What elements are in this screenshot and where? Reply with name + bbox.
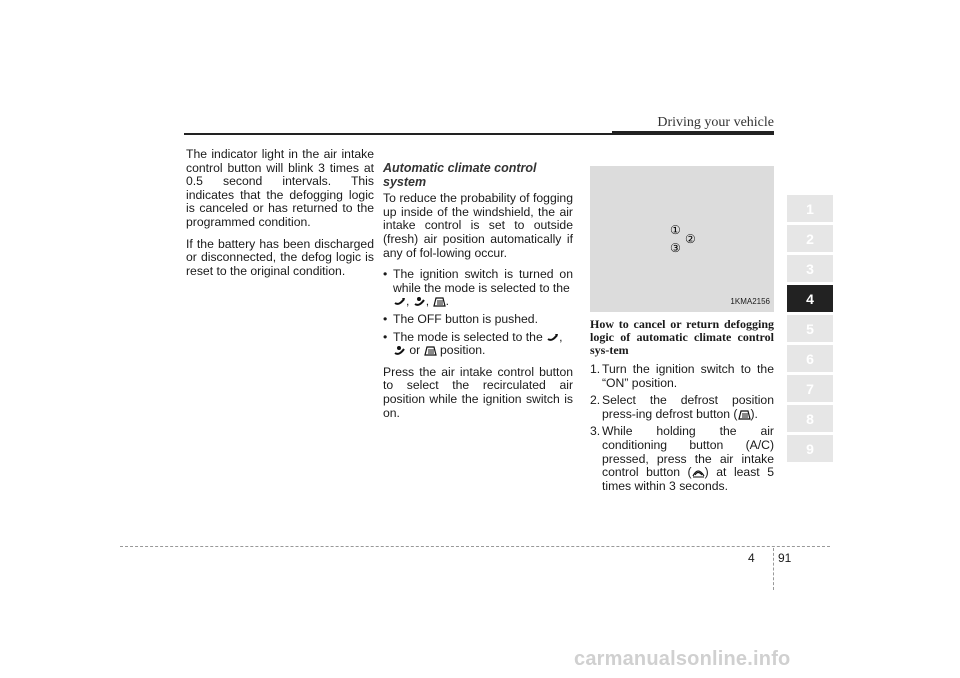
step-number: 2. bbox=[590, 393, 601, 408]
section-title: Automatic climate control system bbox=[383, 161, 537, 189]
list-item: • The OFF button is pushed. bbox=[383, 313, 573, 327]
or-text: or bbox=[409, 343, 421, 358]
recirculation-icon bbox=[692, 467, 705, 478]
bullet-text: The ignition switch is turned on while the mode is selected to the bbox=[393, 267, 573, 295]
step-number: 1. bbox=[590, 362, 601, 376]
defrost-icon bbox=[433, 296, 446, 307]
column-3 bbox=[590, 148, 774, 497]
floor-mode-icon bbox=[393, 296, 406, 307]
list-item bbox=[383, 268, 573, 309]
bullet-text: position. bbox=[440, 343, 486, 358]
steps-list bbox=[590, 363, 774, 493]
conditions-list bbox=[383, 268, 573, 358]
chapter-tab-1[interactable]: 1 bbox=[787, 195, 833, 222]
step-text: ). bbox=[750, 406, 758, 421]
chapter-tab-2[interactable]: 2 bbox=[787, 225, 833, 252]
page-chapter-number: 4 bbox=[748, 551, 755, 565]
control-panel-figure bbox=[590, 166, 774, 312]
floor-mode-icon bbox=[546, 332, 559, 343]
list-item bbox=[590, 363, 774, 390]
step-text: Select the defrost position press-ing defrost button ( bbox=[602, 393, 774, 421]
footer-divider bbox=[773, 548, 774, 590]
paragraph-indicator: The indicator light in the air intake control button will blink 3 times at 0.5 second intervals. This indicates that the defogging logic is canceled or has returned to the programmed condition. bbox=[186, 147, 374, 229]
callout-1: ① bbox=[670, 223, 681, 237]
chapter-tab-6[interactable]: 6 bbox=[787, 345, 833, 372]
chapter-tab-8[interactable]: 8 bbox=[787, 405, 833, 432]
separator: , bbox=[425, 294, 430, 309]
paragraph-intro: To reduce the probability of fogging up inside of the windshield, the air intake control is set to outside (fresh) air position automatically if any of fol-lowing occur. bbox=[383, 191, 573, 260]
defrost-icon bbox=[424, 345, 437, 356]
chapter-tabs bbox=[787, 195, 833, 465]
header-title: Driving your vehicle bbox=[657, 115, 774, 130]
chapter-tab-4[interactable]: 4 bbox=[787, 285, 833, 312]
step-text: While holding the air conditioning button (A/C) pressed, press the air intake control button ( bbox=[602, 424, 774, 480]
end-period: . bbox=[445, 294, 449, 309]
paragraph-closing: Press the air intake control button to select the recirculated air position while the ignition switch is on. bbox=[383, 364, 573, 420]
defrost-icon bbox=[738, 409, 751, 420]
header-rule-accent bbox=[612, 131, 774, 135]
chapter-tab-5[interactable]: 5 bbox=[787, 315, 833, 342]
separator: , bbox=[559, 329, 563, 344]
chapter-tab-9[interactable]: 9 bbox=[787, 435, 833, 462]
chapter-tab-7[interactable]: 7 bbox=[787, 375, 833, 402]
bullet-text: The mode is selected to the bbox=[393, 329, 543, 344]
callout-2: ② bbox=[685, 232, 696, 246]
figure-code: 1KMA2156 bbox=[730, 297, 770, 307]
step-number: 3. bbox=[590, 424, 601, 439]
floor-defrost-mode-icon bbox=[413, 296, 426, 307]
step-text: ) at least 5 times within 3 seconds. bbox=[602, 465, 775, 493]
paragraph-battery: If the battery has been discharged or disconnected, the defog logic is reset to the original condition. bbox=[186, 236, 374, 278]
page-number: 91 bbox=[778, 551, 792, 565]
list-item bbox=[590, 425, 774, 493]
step-text: Turn the ignition switch to the “ON” position. bbox=[602, 362, 774, 390]
list-item bbox=[383, 331, 573, 358]
footer-rule bbox=[120, 546, 830, 547]
chapter-tab-3[interactable]: 3 bbox=[787, 255, 833, 282]
callout-3: ③ bbox=[670, 241, 681, 255]
floor-defrost-mode-icon bbox=[393, 345, 406, 356]
column-1 bbox=[186, 148, 374, 286]
cancel-heading: How to cancel or return defogging logic of automatic climate control sys-tem bbox=[590, 317, 774, 357]
watermark: carmanualsonline.info bbox=[574, 648, 791, 670]
list-item bbox=[590, 394, 774, 421]
separator: , bbox=[406, 294, 410, 309]
column-2 bbox=[383, 148, 573, 428]
